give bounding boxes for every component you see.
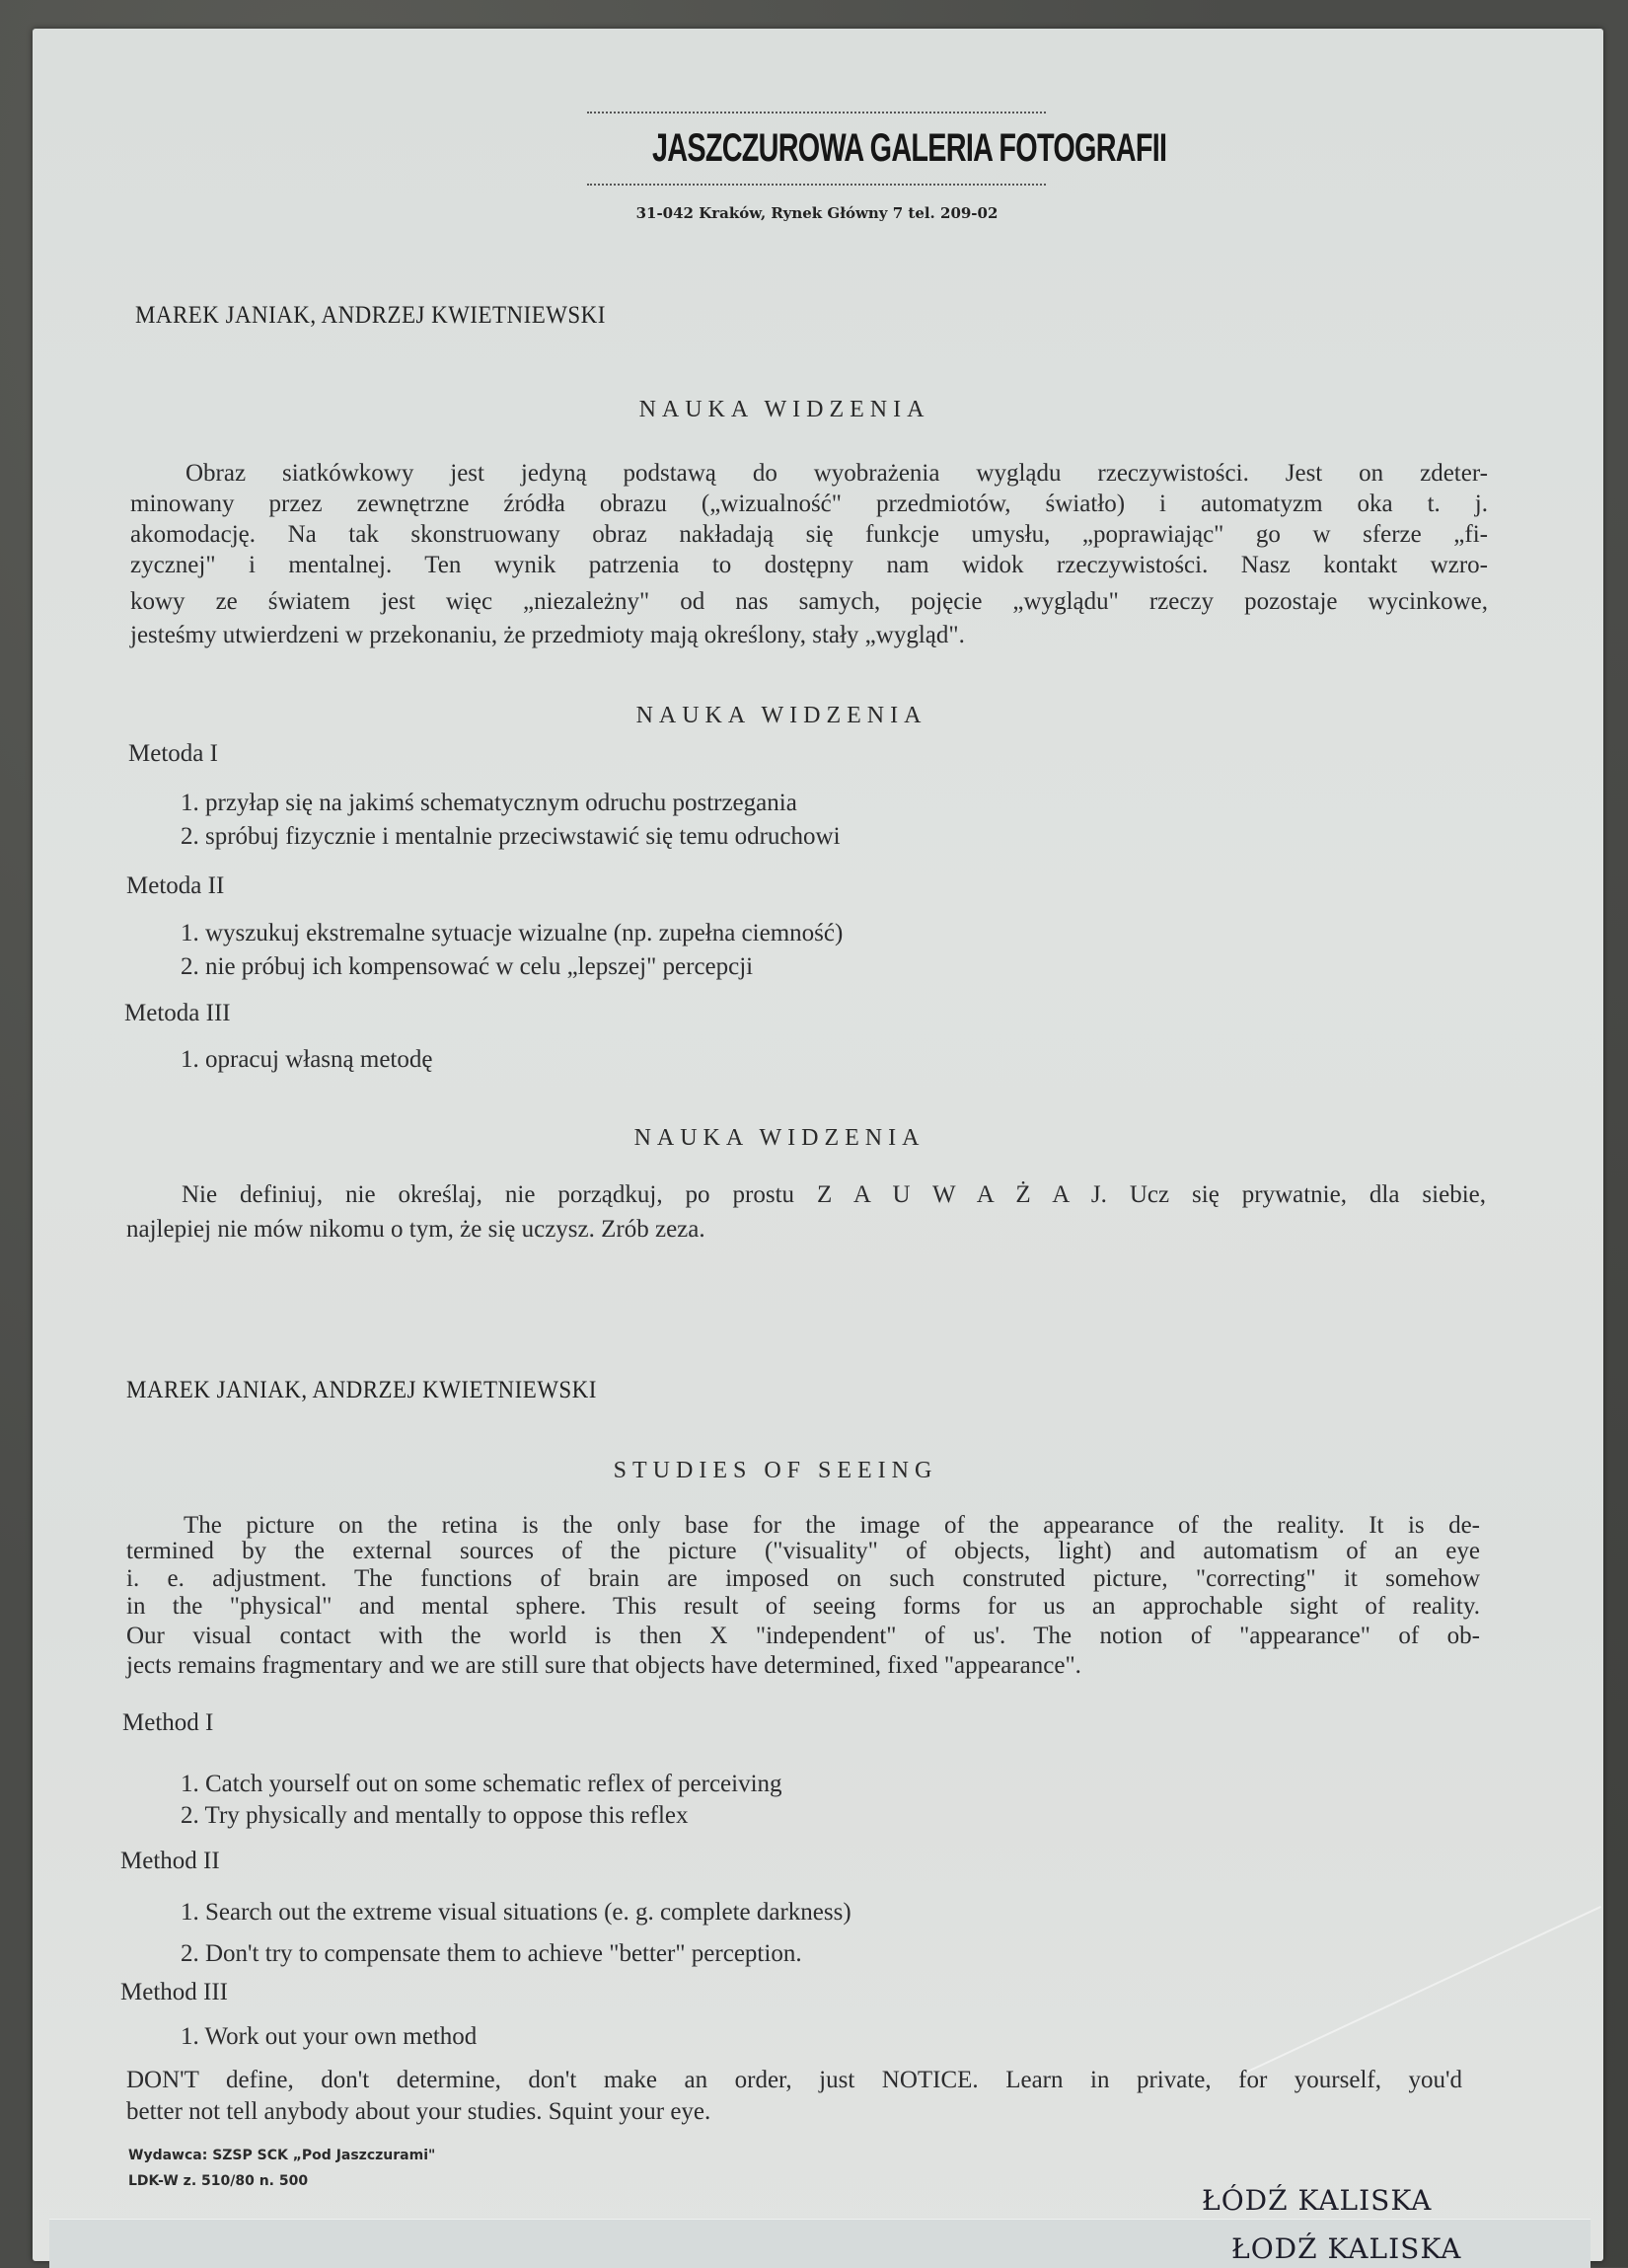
method-item: 1. opracuj własną metodę — [181, 1046, 433, 1073]
method-item: 1. Catch yourself out on some schematic reflex of perceiving — [181, 1771, 782, 1797]
authors-en: MAREK JANIAK, ANDRZEJ KWIETNIEWSKI — [126, 1377, 597, 1403]
method-label: Metoda II — [126, 872, 225, 899]
gallery-title: JASZCZUROWA GALERIA FOTOGRAFII — [651, 126, 1167, 170]
letterhead-top-rule — [587, 112, 1046, 113]
paragraph-line: better not tell anybody about your studies. Squint your eye. — [126, 2098, 711, 2125]
method-item: 2. spróbuj fizycznie i mentalnie przeciwstawić się temu odruchowi — [181, 823, 841, 850]
paragraph-line: jesteśmy utwierdzeni w przekonaniu, że przedmioty mają określony, stały „wygląd". — [130, 622, 965, 648]
paragraph-line: minowany przez zewnętrzne źródła obrazu („wizualność" przedmiotów, światło) i automatyzm oka t. j. — [130, 491, 1488, 517]
method-item: 2. Don't try to compensate them to achieve "better" perception. — [181, 1940, 802, 1967]
method-item: 1. Search out the extreme visual situations (e. g. complete darkness) — [181, 1899, 851, 1926]
publisher-line: Wydawca: SZSP SCK „Pod Jaszczurami" — [128, 2148, 436, 2163]
section-heading-1: NAUKA WIDZENIA — [638, 397, 930, 422]
authors-pl: MAREK JANIAK, ANDRZEJ KWIETNIEWSKI — [135, 302, 606, 329]
paragraph-line: termined by the external sources of the picture ("visuality" of objects, light) and automatism of an eye — [126, 1538, 1480, 1564]
paragraph-line: DON'T define, don't determine, don't make an order, just NOTICE. Learn in private, for yourself, you'd — [126, 2067, 1462, 2093]
paragraph-line: akomodację. Na tak skonstruowany obraz nakładają się funkcje umysłu, „poprawiając" go w sferze „fi- — [130, 521, 1488, 548]
method-item: 1. wyszukuj ekstremalne sytuacje wizualne (np. zupełna ciemność) — [181, 920, 844, 946]
letterhead-bottom-rule — [587, 184, 1046, 186]
method-label: Method II — [120, 1848, 220, 1874]
method-item: 2. Try physically and mentally to oppose this reflex — [181, 1802, 689, 1829]
paragraph-line: najlepiej nie mów nikomu o tym, że się uczysz. Zrób zeza. — [126, 1216, 705, 1243]
stamp-lodz-kaliska-duplicate: ŁODŹ KALISKA — [1231, 2232, 1462, 2265]
print-info-line: LDK-W z. 510/80 n. 500 — [128, 2173, 309, 2189]
paragraph-line: Our visual contact with the world is then X "independent" of us'. The notion of "appearance" of ob- — [126, 1623, 1480, 1649]
paragraph-line: Nie definiuj, nie określaj, nie porządkuj, po prostu Z A U W A Ż A J. Ucz się prywatnie, dla siebie, — [182, 1181, 1486, 1208]
paragraph-line: Obraz siatkówkowy jest jedyną podstawą do wyobrażenia wyglądu rzeczywistości. Jest on zdeter- — [185, 460, 1488, 487]
method-label: Method I — [122, 1709, 214, 1736]
paragraph-line: in the "physical" and mental sphere. This result of seeing forms for us an approchable sight of reality. — [126, 1593, 1480, 1620]
method-item: 1. przyłap się na jakimś schematycznym odruchu postrzegania — [181, 790, 797, 816]
paragraph-line: zycznej" i mentalnej. Ten wynik patrzenia to dostępny nam widok rzeczywistości. Nasz kontakt wzro- — [130, 552, 1488, 578]
gallery-address: 31-042 Kraków, Rynek Główny 7 tel. 209-02 — [635, 204, 999, 222]
section-heading-3: NAUKA WIDZENIA — [633, 1125, 925, 1151]
method-item: 2. nie próbuj ich kompensować w celu „lepszej" percepcji — [181, 953, 754, 980]
paragraph-line: kowy ze światem jest więc „niezależny" od nas samych, pojęcie „wyglądu" rzeczy pozostaje wycinkowe, — [130, 588, 1488, 615]
section-heading-2: NAUKA WIDZENIA — [635, 703, 927, 728]
method-item: 1. Work out your own method — [181, 2023, 478, 2050]
method-label: Metoda I — [128, 740, 218, 767]
paragraph-line: jects remains fragmentary and we are still sure that objects have determined, fixed "appearance". — [126, 1652, 1081, 1679]
method-label: Metoda III — [124, 1000, 231, 1026]
paragraph-line: i. e. adjustment. The functions of brain are imposed on such construted picture, "correcting" it somehow — [126, 1565, 1480, 1592]
method-label: Method III — [120, 1979, 228, 2005]
stamp-lodz-kaliska: ŁÓDŹ KALISKA — [1202, 2184, 1433, 2217]
section-heading-en: STUDIES OF SEEING — [613, 1458, 938, 1483]
paragraph-line: The picture on the retina is the only base for the image of the appearance of the reality. It is de- — [184, 1512, 1480, 1539]
